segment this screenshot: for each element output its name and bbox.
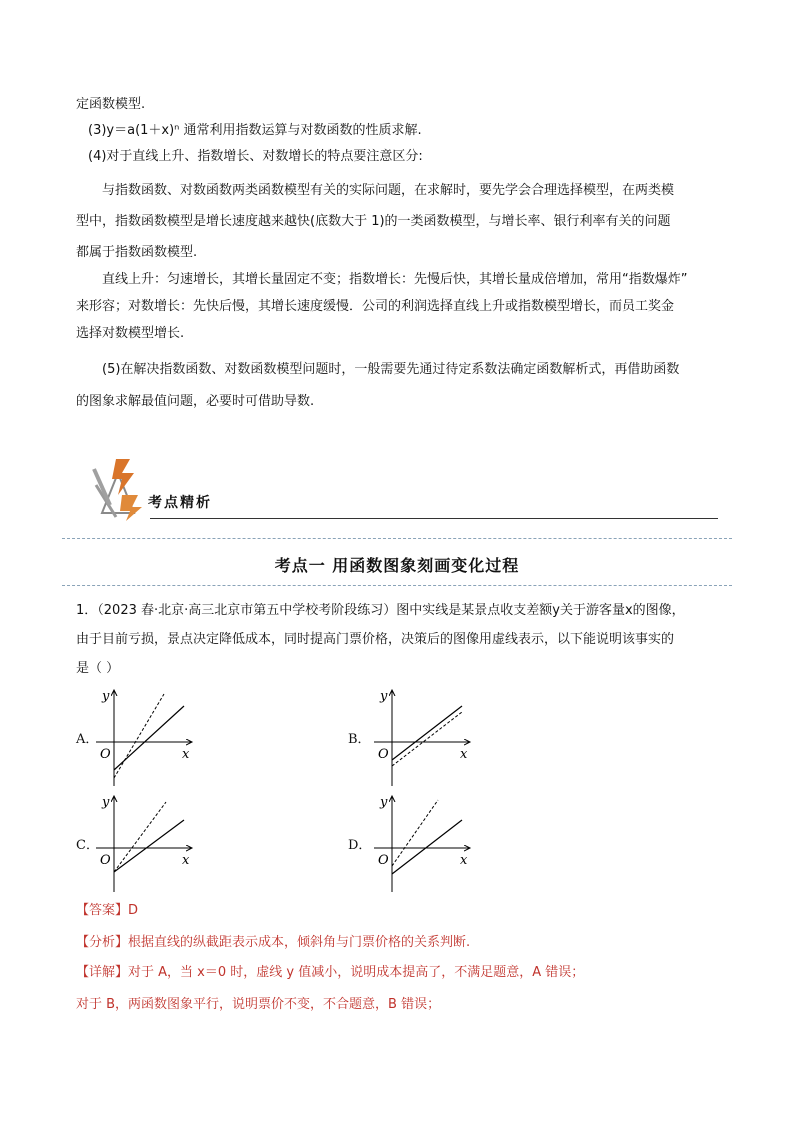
- detail-tag: 【详解】: [76, 965, 129, 980]
- section-banner-title: 考点精析: [148, 495, 212, 511]
- section-heading: 考点一 用函数图象刻画变化过程: [274, 556, 520, 575]
- solid-line: [392, 706, 462, 760]
- para1-line-1: 与指数函数、对数函数两类函数模型有关的实际问题，在求解时，要先学会合理选择模型，在两类模: [102, 183, 675, 198]
- para2-line-2: 来形容；对数增长：先快后慢，其增长速度缓慢．公司的利润选择直线上升或指数模型增长，而员工奖金: [76, 299, 675, 314]
- intro-line-1: 定函数模型.: [76, 97, 146, 112]
- y-axis-label: y: [380, 795, 388, 810]
- banner-underline: [150, 518, 718, 519]
- origin-label: O: [378, 853, 389, 868]
- solid-line: [392, 820, 462, 874]
- x-axis-label: x: [460, 853, 468, 868]
- option-c-label[interactable]: C．: [76, 838, 99, 853]
- analysis-tag: 【分析】: [76, 935, 129, 950]
- x-axis-label: x: [460, 747, 468, 762]
- y-axis-label: y: [102, 795, 110, 810]
- detail-line-1: [76, 964, 584, 982]
- option-a-graph: [92, 686, 202, 796]
- para1-line-3: 都属于指数函数模型.: [76, 245, 198, 260]
- para2-line-1: 直线上升：匀速增长，其增长量固定不变；指数增长：先慢后快，其增长量成倍增加，常用“指数爆炸”: [102, 272, 688, 287]
- answer-tag: 【答案】: [76, 903, 129, 918]
- detail-text-1: 对于 A，当 x＝0 时，虚线 y 值减小，说明成本提高了，不满足题意，A 错误；: [128, 965, 585, 980]
- dashed-line: [114, 694, 164, 778]
- origin-label: O: [100, 853, 111, 868]
- y-axis-label: y: [102, 689, 110, 704]
- dashed-divider-top: [62, 538, 732, 539]
- intro-line-3: (4)对于直线上升、指数增长、对数增长的特点要注意区分:: [88, 149, 423, 164]
- option-b-label[interactable]: B．: [348, 732, 371, 747]
- option-d-graph: [370, 792, 480, 902]
- option-d-label[interactable]: D．: [348, 838, 372, 853]
- dashed-divider-bottom: [62, 585, 732, 586]
- para2-line-3: 选择对数模型增长.: [76, 326, 185, 341]
- analysis-line: [76, 934, 470, 952]
- solid-line: [114, 820, 184, 872]
- dashed-line: [392, 712, 462, 766]
- question-line-2: 由于目前亏损，景点决定降低成本，同时提高门票价格，决策后的图像用虚线表示，以下能说明该事实的: [76, 632, 675, 647]
- option-b-graph: [370, 686, 480, 796]
- detail-line-2: 对于 B，两函数图象平行，说明票价不变，不合题意，B 错误；: [76, 997, 441, 1012]
- option-a-label[interactable]: A．: [76, 732, 99, 747]
- answer-line: [76, 902, 138, 920]
- intro-line-2: (3)y＝a(1＋x)ⁿ 通常利用指数运算与对数函数的性质求解.: [88, 123, 422, 138]
- dashed-line: [114, 802, 166, 872]
- ruler-compass-logo-icon: [88, 455, 148, 523]
- analysis-text: 根据直线的纵截距表示成本，倾斜角与门票价格的关系判断.: [128, 935, 471, 950]
- para3-line-1: (5)在解决指数函数、对数函数模型问题时，一般需要先通过待定系数法确定函数解析式，再借助函数: [102, 362, 680, 377]
- para1-line-2: 型中，指数函数模型是增长速度越来越快(底数大于 1)的一类函数模型，与增长率、银行利率有关的问题: [76, 214, 671, 229]
- x-axis-label: x: [182, 747, 190, 762]
- answer-value: D: [128, 903, 139, 918]
- origin-label: O: [378, 747, 389, 762]
- origin-label: O: [100, 747, 111, 762]
- question-line-1: 1．（2023 春·北京·高三北京市第五中学校考阶段练习）图中实线是某景点收支差额y关于游客量x的图像，: [76, 603, 685, 618]
- x-axis-label: x: [182, 853, 190, 868]
- y-axis-label: y: [380, 689, 388, 704]
- para3-line-2: 的图象求解最值问题，必要时可借助导数.: [76, 394, 315, 409]
- option-c-graph: [92, 792, 202, 902]
- question-line-3: 是（ ）: [76, 661, 120, 676]
